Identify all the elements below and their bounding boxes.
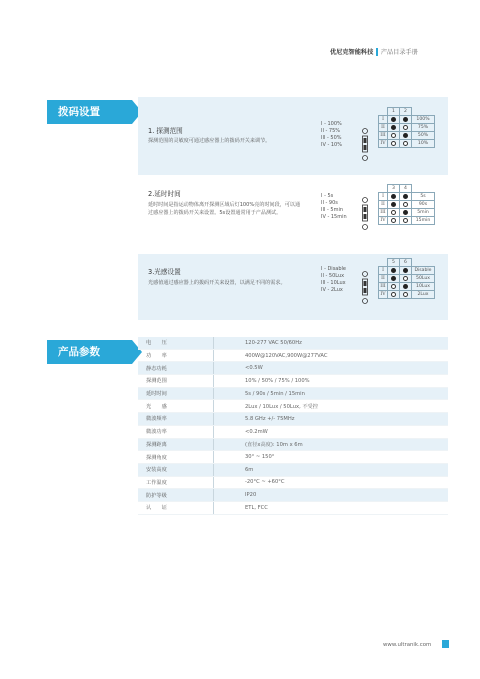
row-value: 50% [412, 132, 435, 140]
spec-key: 探测角度 [138, 451, 214, 463]
row-num: IV [380, 292, 386, 297]
row-value: 2Lux [412, 291, 435, 299]
row-value: 100% [412, 116, 435, 124]
spec-value: (直径x高度): 10m x 6m [245, 441, 303, 448]
switch-num: 5 [388, 259, 400, 267]
table-row [138, 464, 448, 477]
spec-key: 安装高度 [138, 464, 214, 476]
dip-range-options [321, 121, 342, 149]
option: IV - 10% [321, 142, 342, 148]
spec-key: 延时时间 [138, 388, 214, 400]
spec-key: 工作温度 [138, 477, 214, 489]
option: II - 90s [321, 200, 338, 206]
switch-off-icon [391, 133, 396, 138]
table-row [379, 267, 435, 275]
dip-delay-desc: 延时时间是指运动物体离开探测区域后灯100%亮的时间段，可以通过感应器上的拨码开关来设置。5s设置通常用于产品测试。 [148, 202, 301, 216]
row-num: II [379, 201, 388, 209]
table-row [138, 477, 448, 490]
switch-on-icon [403, 117, 408, 122]
switch-off-icon [403, 218, 408, 223]
dip-delay-options [321, 193, 347, 221]
row-num: I [379, 193, 388, 201]
table-row [379, 124, 435, 132]
spec-value: 10% / 50% / 75% / 100% [245, 377, 310, 384]
header-subtitle: 产品目录手册 [380, 49, 418, 56]
row-num: I [379, 267, 388, 275]
switch-off-icon [391, 141, 396, 146]
table-row [138, 413, 448, 426]
switch-on-icon [391, 117, 396, 122]
row-num: IV [380, 141, 386, 146]
spec-value: ETL, FCC [245, 504, 268, 511]
dip-light-options [321, 266, 346, 294]
row-num: II [379, 275, 388, 283]
switch-on-icon [391, 194, 396, 199]
table-row [379, 132, 435, 140]
switch-on-icon [391, 268, 396, 273]
row-value: 5min [412, 209, 435, 217]
switch-off-icon [403, 125, 408, 130]
table-row [379, 116, 435, 124]
spec-value: IP20 [245, 492, 257, 499]
switch-on-icon [391, 276, 396, 281]
spec-key: 功 率 [138, 350, 214, 362]
dip-delay-title: 2.延时时间 [148, 190, 181, 198]
row-value: 10Lux [412, 283, 435, 291]
switch-on-icon [391, 125, 396, 130]
switch-off-icon [391, 218, 396, 223]
table-row [379, 209, 435, 217]
dip-range-desc: 探测范围的灵敏度可通过感应器上的拨码开关来调节。 [148, 138, 271, 144]
spec-value: <0.5W [245, 365, 263, 372]
table-row [138, 337, 448, 350]
dip-switch-icon [360, 270, 370, 306]
row-value: 75% [412, 124, 435, 132]
page-marker [442, 640, 449, 648]
switch-off-icon [391, 284, 396, 289]
option: III - 5min [321, 207, 344, 213]
dip-switch-icon [360, 127, 370, 163]
row-value: 5s [412, 193, 435, 201]
dip-light-panel [138, 254, 448, 320]
spec-key: 静态功耗 [138, 362, 214, 374]
switch-off-icon [403, 202, 408, 207]
table-row [138, 350, 448, 363]
table-row [138, 451, 448, 464]
spec-value: 5s / 90s / 5min / 15min [245, 390, 305, 397]
switch-on-icon [403, 194, 408, 199]
switch-num: 4 [400, 185, 412, 193]
brand-name: 优尼克智能科技 [330, 49, 374, 56]
dip-light-table [378, 258, 435, 299]
spec-value: -20°C ~ +60°C [245, 479, 285, 486]
row-value: Disable [412, 267, 435, 275]
dip-switch-icon [360, 196, 370, 232]
table-row [379, 217, 435, 225]
switch-on-icon [403, 133, 408, 138]
dip-range-title: 1. 探测范围 [148, 127, 183, 135]
spec-key: 认 证 [138, 502, 214, 514]
spec-key: 电 压 [138, 337, 214, 349]
row-num: III [380, 133, 386, 138]
switch-num: 6 [400, 259, 412, 267]
table-row [138, 388, 448, 401]
spec-value: <0.2mW [245, 428, 268, 435]
dip-light-title: 3.光感设置 [148, 268, 181, 276]
option: I - Disable [321, 266, 347, 272]
spec-value: 2Lux / 10Lux / 50Lux, 不受控 [245, 403, 318, 410]
spec-key: 微波频率 [138, 413, 214, 425]
option: IV - 15min [321, 214, 347, 220]
spec-key: 防护等级 [138, 489, 214, 501]
row-value: 50Lux [412, 275, 435, 283]
spec-table [138, 337, 448, 515]
spec-value: 400W@120VAC,900W@277VAC [245, 352, 328, 359]
switch-off-icon [391, 210, 396, 215]
switch-off-icon [403, 276, 408, 281]
row-num: III [380, 284, 386, 289]
table-row [138, 439, 448, 452]
page-header [330, 47, 418, 56]
table-row [138, 489, 448, 502]
spec-key: 光 感 [138, 400, 214, 412]
row-num: III [380, 210, 386, 215]
option: II - 75% [321, 128, 341, 134]
spec-value: 30° ~ 150° [245, 454, 275, 461]
table-row [379, 283, 435, 291]
row-num: IV [380, 218, 386, 223]
switch-num: 1 [388, 108, 400, 116]
row-value: 90s [412, 201, 435, 209]
option: IV - 2Lux [321, 287, 343, 293]
switch-num: 2 [400, 108, 412, 116]
table-row [379, 291, 435, 299]
dip-range-table [378, 107, 435, 148]
row-num: II [379, 124, 388, 132]
header-divider [376, 48, 378, 56]
option: I - 5s [321, 193, 334, 199]
dip-delay-panel [138, 176, 448, 251]
switch-num: 3 [388, 185, 400, 193]
option: III - 10Lux [321, 280, 346, 286]
dip-delay-table [378, 184, 435, 225]
footer-url[interactable]: www.ultranik.com [383, 642, 432, 648]
option: I - 100% [321, 121, 342, 127]
spec-key: 探测距离 [138, 439, 214, 451]
option: II - 50Lux [321, 273, 345, 279]
table-row [138, 400, 448, 413]
product-params-tag: 产品参数 [47, 340, 132, 364]
switch-off-icon [403, 141, 408, 146]
spec-key: 探测范围 [138, 375, 214, 387]
switch-off-icon [403, 292, 408, 297]
switch-on-icon [403, 268, 408, 273]
table-row [379, 140, 435, 148]
table-row [379, 201, 435, 209]
switch-off-icon [391, 292, 396, 297]
dip-light-desc: 光感值通过感应器上的拨码开关来设置，以满足不同的需求。 [148, 280, 286, 286]
table-row [138, 426, 448, 439]
row-value: 10% [412, 140, 435, 148]
spec-value: 6m [245, 466, 254, 473]
table-row [138, 362, 448, 375]
switch-on-icon [403, 210, 408, 215]
table-row [379, 193, 435, 201]
spec-value: 120-277 VAC 50/60Hz [245, 339, 302, 346]
switch-on-icon [403, 284, 408, 289]
dip-range-panel [138, 97, 448, 175]
table-row [138, 375, 448, 388]
spec-key: 微波功率 [138, 426, 214, 438]
switch-on-icon [391, 202, 396, 207]
row-num: I [379, 116, 388, 124]
row-value: 15min [412, 217, 435, 225]
option: III - 50% [321, 135, 342, 141]
table-row [379, 275, 435, 283]
dip-settings-tag: 拨码设置 [47, 100, 132, 124]
spec-value: 5.8 GHz +/- 75MHz [245, 415, 295, 422]
table-row [138, 502, 448, 515]
